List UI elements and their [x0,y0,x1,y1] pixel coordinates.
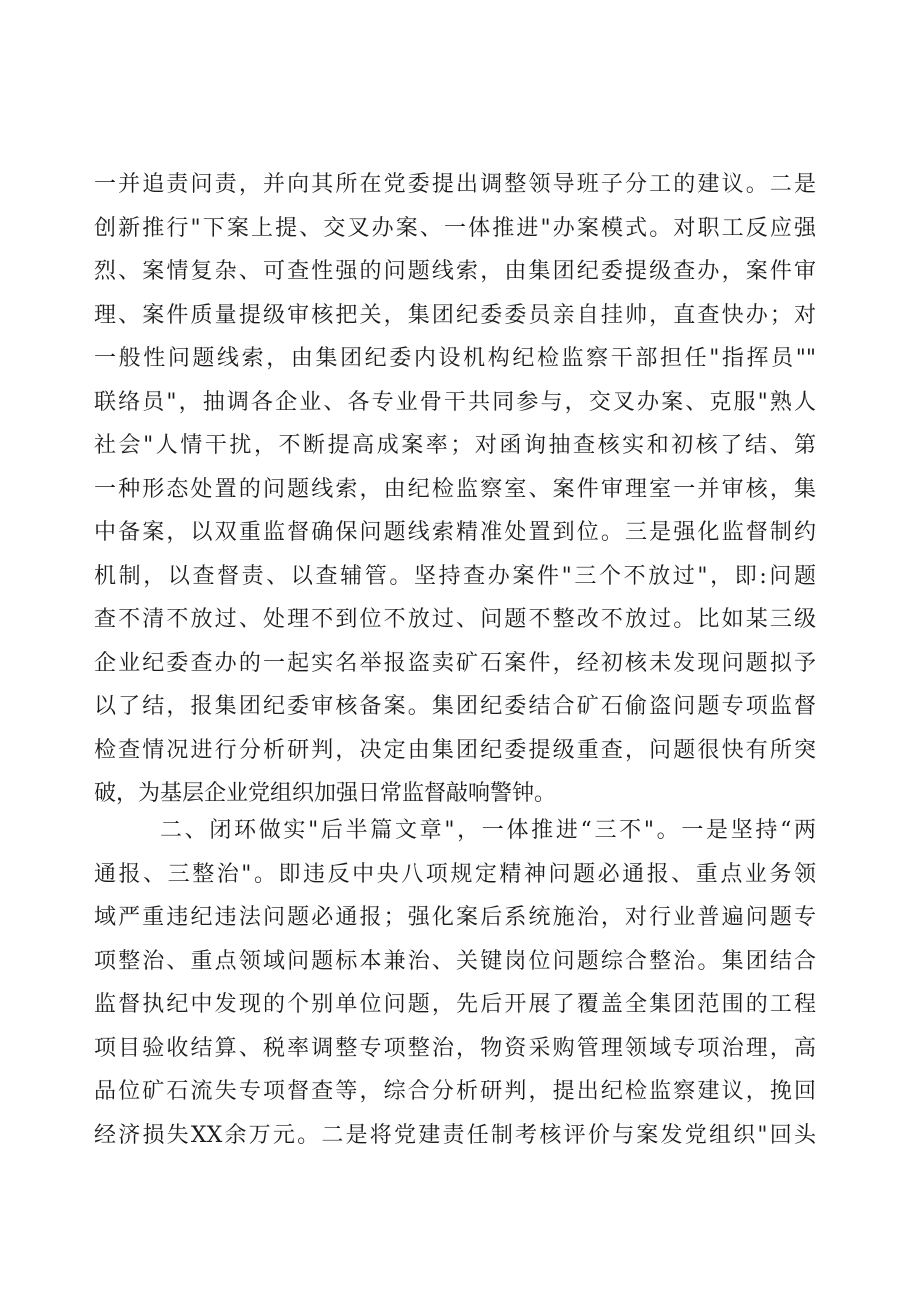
paragraph-line: 一般性问题线索，由集团纪委内设机构纪检监察干部担任"指挥员"" [94,346,816,371]
paragraph-line: 域严重违纪违法问题必通报；强化案后系统施治，对行业普遍问题专 [94,905,816,930]
paragraph-line: 联络员"，抽调各企业、各专业骨干共同参与，交叉办案、克服"熟人 [94,389,816,415]
paragraph-line: 理、案件质量提级审核把关，集团纪委委员亲自挂帅，直查快办；对 [94,302,816,328]
paragraph-line: 破，为基层企业党组织加强日常监督敲响警钟。 [94,781,557,806]
paragraph-line: 通报、三整治"。即违反中央八项规定精神问题必通报、重点业务领 [94,861,816,887]
paragraph-line: 查不清不放过、处理不到位不放过、问题不整改不放过。比如某三级 [94,607,816,632]
paragraph-line: 一种形态处置的问题线索，由纪检监察室、案件审理室一并审核，集 [94,476,816,502]
paragraph-line: 创新推行"下案上提、交叉办案、一体推进"办案模式。对职工反应强 [94,215,816,241]
paragraph-line: 品位矿石流失专项督查等，综合分析研判，提出纪检监察建议，挽回 [94,1079,816,1104]
paragraph-line: 项整治、重点领域问题标本兼治、关键岗位问题综合整治。集团结合 [94,948,816,974]
paragraph-line: 检查情况进行分析研判，决定由集团纪委提级重查，问题很快有所突 [94,737,816,763]
paragraph-line: 企业纪委查办的一起实名举报盗卖矿石案件，经初核未发现问题拟予 [94,650,816,676]
paragraph-line: 以了结，报集团纪委审核备案。集团纪委结合矿石偷盗问题专项监督 [94,694,816,719]
paragraph-2 [94,809,816,1157]
paragraph-line: 一并追责问责，并向其所在党委提出调整领导班子分工的建议。二是 [94,172,816,197]
paragraph-line: 二、闭环做实"后半篇文章"，一体推进“三不"。一是坚持“两 [160,818,816,843]
paragraph-line: 中备案，以双重监督确保问题线索精准处置到位。三是强化监督制约 [94,520,816,545]
paragraph-line: 烈、案情复杂、可查性强的问题线索，由集团纪委提级查办，案件审 [94,259,816,284]
paragraph-line: 项目验收结算、税率调整专项整治，物资采购管理领域专项治理，高 [94,1035,816,1061]
paragraph-line: 社会"人情干扰，不断提高成案率；对函询抽查核实和初核了结、第 [94,433,816,458]
paragraph-line: 机制，以查督责、以查辅管。坚持查办案件"三个不放过"，即:问题 [94,563,816,589]
paragraph-line: 经济损失XX余万元。二是将党建责任制考核评价与案发党组织"回头 [94,1122,816,1148]
paragraph-line: 监督执纪中发现的个别单位问题，先后开展了覆盖全集团范围的工程 [94,992,816,1017]
paragraph-1 [94,163,816,816]
